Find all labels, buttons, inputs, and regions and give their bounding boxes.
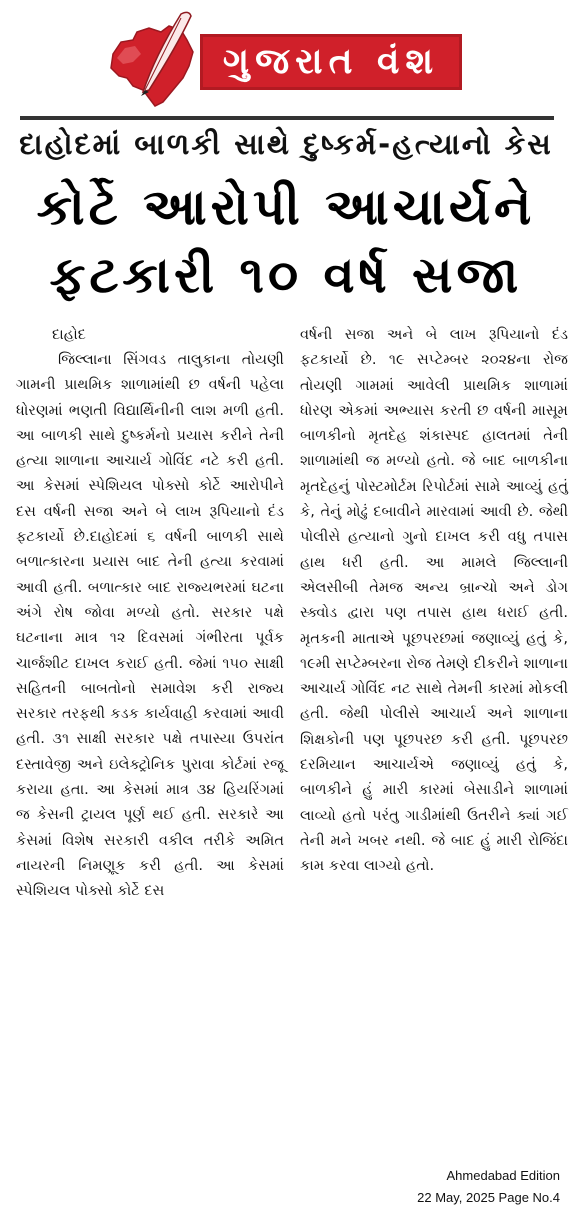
dateline: દાહોદ <box>52 326 86 343</box>
edition-label: Ahmedabad Edition <box>446 1168 560 1183</box>
masthead-divider <box>20 116 554 120</box>
article-column-left <box>16 322 284 904</box>
article-text-left: જિલ્લાના સિંગવડ તાલુકાના તોયણી ગામની પ્રાથમિક શાળામાંથી છ વર્ષની પહેલા ધોરણમાં ભણતી વિદ્યાર્થિનીની લાશ મળી હતી. આ બાળકી સાથે દુષ્કર્મનો પ્રયાસ કરીને તેની હત્યા શાળાના આચાર્ય ગોવિંદ નટે કરી હતી. આ કેસમાં સ્પેશિયલ પોક્સો કોર્ટે આરોપીને દસ વર્ષની સજા અને બે લાખ રૂપિયાનો દંડ ફટકાર્યો છે.દાહોદમાં ૬ વર્ષની બાળકી સાથે બળાત્કારના પ્રયાસ બાદ તેની હત્યા કરવામાં આવી હતી. બળાત્કાર બાદ રાજ્યભરમાં ઘટના અંગે રોષ જોવા મળ્યો હતો. સરકાર પક્ષે ઘટનાના માત્ર ૧૨ દિવસમાં ગંભીરતા પૂર્વક ચાર્જશીટ દાખલ કરાઈ હતી. જેમાં ૧૫૦ સાક્ષી સહિતની બાબતોનો સમાવેશ કરી રાજ્ય સરકાર તરફથી કડક કાર્યવાહી કરવામાં આવી હતી. ૩૧ સાક્ષી સરકાર પક્ષે તપાસ્યા ઉપરાંત દસ્તાવેજી અને ઇલેક્ટ્રોનિક પુરાવા કોર્ટમાં રજૂ કરાયા હતા. આ કેસમાં માત્ર ૩૪ હિયરિંગમાં જ કેસની ટ્રાયલ પૂર્ણ થઈ હતી. સરકારે આ કેસમાં વિશેષ સરકારી વકીલ તરીકે અમિત નાયરની નિમણૂક કરી હતી. આ કેસમાં સ્પેશિયલ પોક્સો કોર્ટે દસ <box>16 351 284 900</box>
headline-kicker: દાહોદમાં બાળકી સાથે દુષ્કર્મ-હત્યાનો કેસ <box>19 127 553 161</box>
masthead-title: ગુજરાત વંશ <box>200 34 462 90</box>
gujarat-map-logo-icon <box>103 6 199 110</box>
article-text-right: વર્ષની સજા અને બે લાખ રૂપિયાનો દંડ ફટકાર્યો છે. ૧૯ સપ્ટેમ્બર ૨૦૨૪ના રોજ તોયણી ગામમાં આવેલી પ્રાથમિક શાળામાં ધોરણ એકમાં અભ્યાસ કરતી છ વર્ષની માસૂમ બાળકીનો મૃતદેહ શંકાસ્પદ હાલતમાં તેની શાળામાંથી જ મળ્યો હતો. જે બાદ બાળકીના મૃતદેહનું પોસ્ટમોર્ટમ રિપોર્ટમાં સામે આવ્યું હતું કે, તેનું મોઢું દબાવીને મારવામાં આવી છે. જેથી પોલીસે હત્યાનો ગુનો દાખલ કરી વધુ તપાસ હાથ ધરી હતી. આ મામલે જિલ્લાની એલસીબી તેમજ અન્ય બ્રાન્ચો અને ડોગ સ્ક્વોડ દ્વારા પણ તપાસ હાથ ધરાઈ હતી. મૃતકની માતાએ પૂછપરછમાં જણાવ્યું હતું કે, ૧૯મી સપ્ટેમ્બરના રોજ તેમણે દીકરીને શાળાના આચાર્ય ગોવિંદ નટ સાથે તેમની કારમાં મોકલી હતી. જેથી પોલીસે આચાર્ય અને શાળાના શિક્ષકોની પણ પૂછપરછ કરી હતી. પૂછપરછ દરમિયાન આચાર્યએ જણાવ્યું હતું કે, બાળકીને હું મારી કારમાં બેસાડીને શાળામાં લાવ્યો હતો પરંતુ ગાડીમાંથી ઉતરીને ક્યાં ગઈ તેની મને ખબર નથી. જે બાદ હું મારી રોજિંદા કામ કરવા લાગ્યો હતો. <box>300 326 568 875</box>
headline-line-1: કોર્ટે આરોપી આચાર્યને <box>36 178 536 236</box>
headline-line-2: ફટકારી ૧૦ વર્ષ સજા <box>49 246 523 304</box>
page-info: 22 May, 2025 Page No.4 <box>417 1190 560 1205</box>
masthead <box>0 0 572 112</box>
article-column-right <box>300 322 568 879</box>
